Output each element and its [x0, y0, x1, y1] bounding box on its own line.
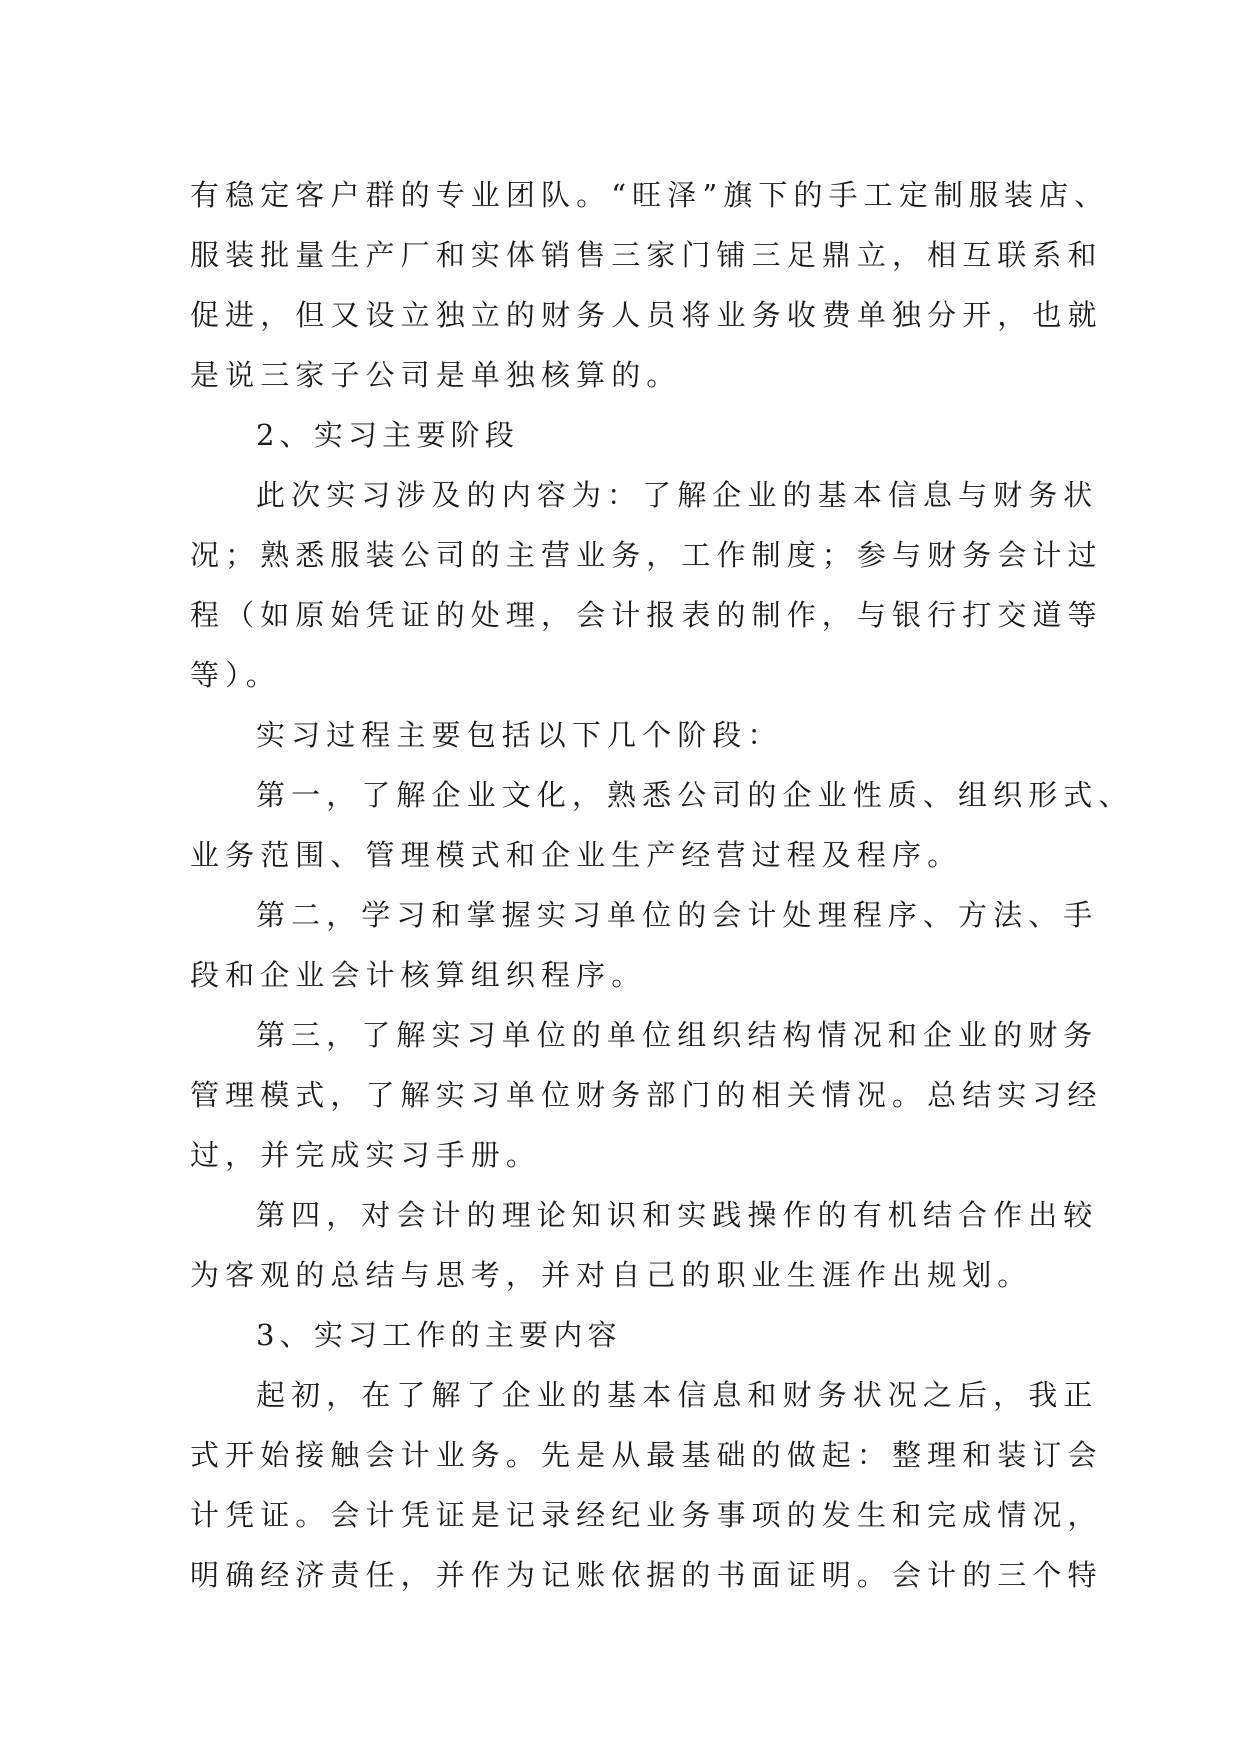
- paragraph-line: 起初，在了解了企业的基本信息和财务状况之后，我正: [256, 1378, 1099, 1412]
- paragraph-line: 第一，了解企业文化，熟悉公司的企业性质、组织形式、: [256, 778, 1134, 812]
- paragraph-line: 第三，了解实习单位的单位组织结构情况和企业的财务: [256, 1018, 1099, 1052]
- paragraph-line: 此次实习涉及的内容为：了解企业的基本信息与财务状: [256, 478, 1099, 512]
- paragraph-line: 管理模式，了解实习单位财务部门的相关情况。总结实习经: [190, 1078, 1103, 1112]
- paragraph-line: 第二，学习和掌握实习单位的会计处理程序、方法、手: [256, 898, 1099, 932]
- section-heading: 3、实习工作的主要内容: [256, 1318, 622, 1352]
- paragraph-line: 第四，对会计的理论知识和实践操作的有机结合作出较: [256, 1198, 1099, 1232]
- paragraph-line: 计凭证。会计凭证是记录经纪业务事项的发生和完成情况，: [190, 1498, 1103, 1532]
- section-heading: 2、实习主要阶段: [256, 418, 520, 452]
- document-body: [190, 165, 1134, 1605]
- paragraph-line: 况；熟悉服装公司的主营业务，工作制度；参与财务会计过: [190, 538, 1103, 572]
- paragraph-line: 有稳定客户群的专业团队。“旺泽”旗下的手工定制服装店、: [190, 178, 1110, 212]
- paragraph-line: 明确经济责任，并作为记账依据的书面证明。会计的三个特: [190, 1558, 1103, 1592]
- paragraph-line: 等）。: [190, 658, 281, 692]
- paragraph-line: 业务范围、管理模式和企业生产经营过程及程序。: [190, 838, 963, 872]
- paragraph-line: 为客观的总结与思考，并对自己的职业生涯作出规划。: [190, 1258, 1033, 1292]
- paragraph-line: 促进，但又设立独立的财务人员将业务收费单独分开，也就: [190, 298, 1103, 332]
- paragraph-line: 实习过程主要包括以下几个阶段：: [256, 718, 783, 752]
- paragraph-line: 式开始接触会计业务。先是从最基础的做起：整理和装订会: [190, 1438, 1103, 1472]
- paragraph-line: 程（如原始凭证的处理，会计报表的制作，与银行打交道等: [190, 598, 1103, 632]
- paragraph-line: 是说三家子公司是单独核算的。: [190, 358, 682, 392]
- paragraph-line: 服装批量生产厂和实体销售三家门铺三足鼎立，相互联系和: [190, 238, 1103, 272]
- paragraph-line: 过，并完成实习手册。: [190, 1138, 542, 1172]
- paragraph-line: 段和企业会计核算组织程序。: [190, 958, 647, 992]
